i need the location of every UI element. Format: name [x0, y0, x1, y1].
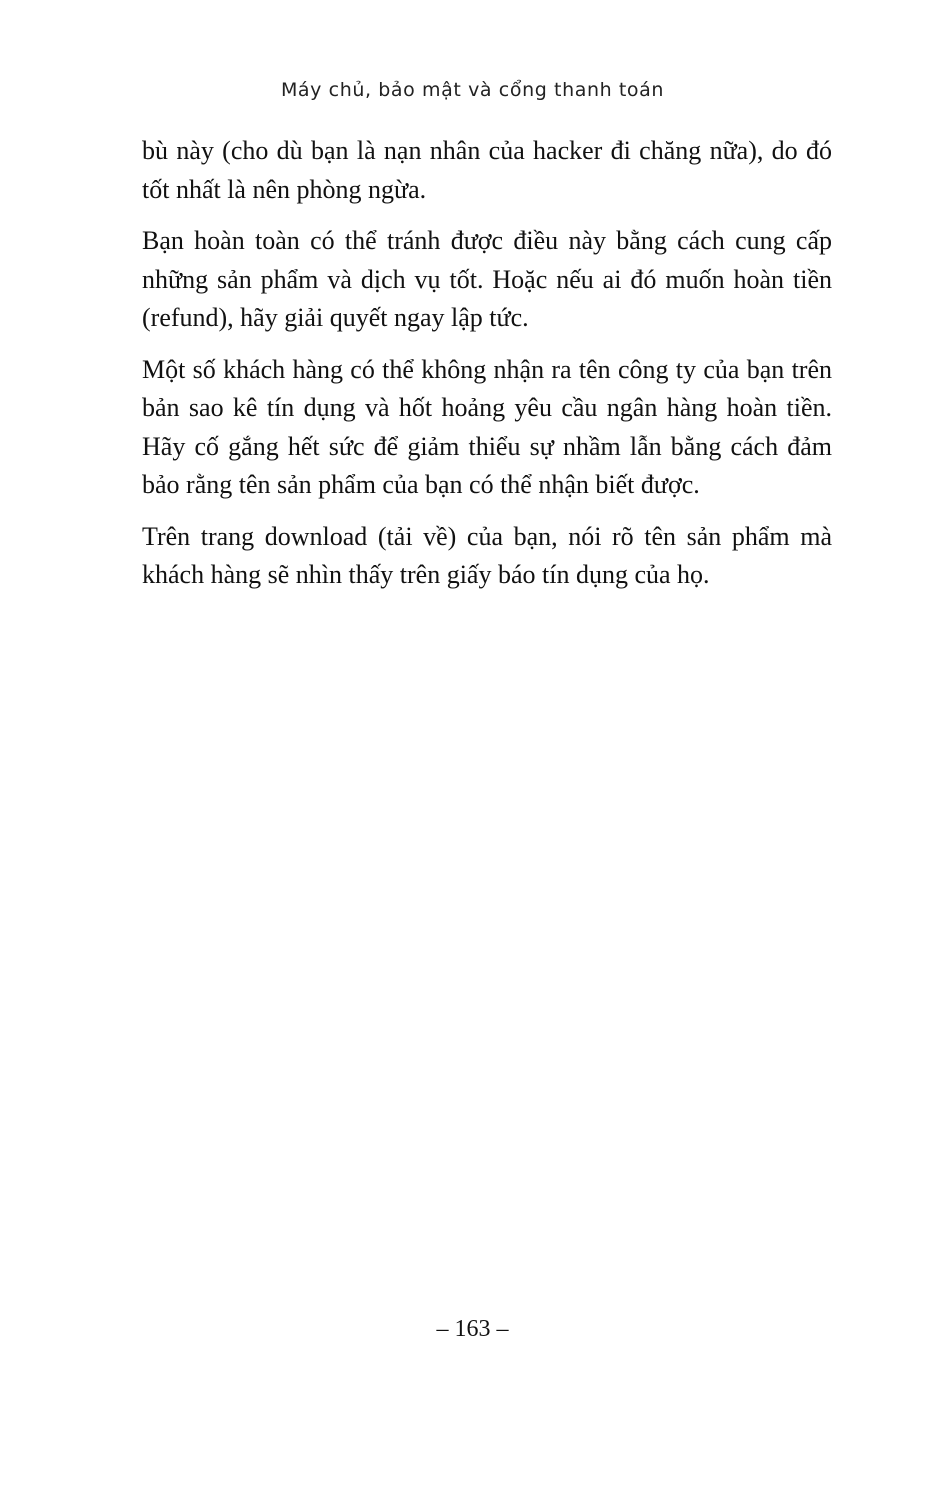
paragraph: bù này (cho dù bạn là nạn nhân của hacker đi chăng nữa), do đó tốt nhất là nên phòng ngừa.: [142, 136, 832, 204]
paragraph: Bạn hoàn toàn có thể tránh được điều này bằng cách cung cấp những sản phẩm và dịch vụ tốt. Hoặc nếu ai đó muốn hoàn tiền (refund), hãy giải quyết ngay lập tức.: [142, 226, 832, 332]
body-text: [142, 132, 832, 608]
paragraph: Trên trang download (tải về) của bạn, nói rõ tên sản phẩm mà khách hàng sẽ nhìn thấy trên giấy báo tín dụng của họ.: [142, 521, 832, 589]
paragraph: Một số khách hàng có thể không nhận ra tên công ty của bạn trên bản sao kê tín dụng và hốt hoảng yêu cầu ngân hàng hoàn tiền. Hãy cố gắng hết sức để giảm thiểu sự nhầm lẫn bằng cách đảm bảo rằng tên sản phẩm của bạn có thể nhận biết được.: [142, 354, 832, 499]
page-number: – 163 –: [436, 1316, 509, 1342]
running-header: Máy chủ, bảo mật và cổng thanh toán: [280, 79, 665, 101]
